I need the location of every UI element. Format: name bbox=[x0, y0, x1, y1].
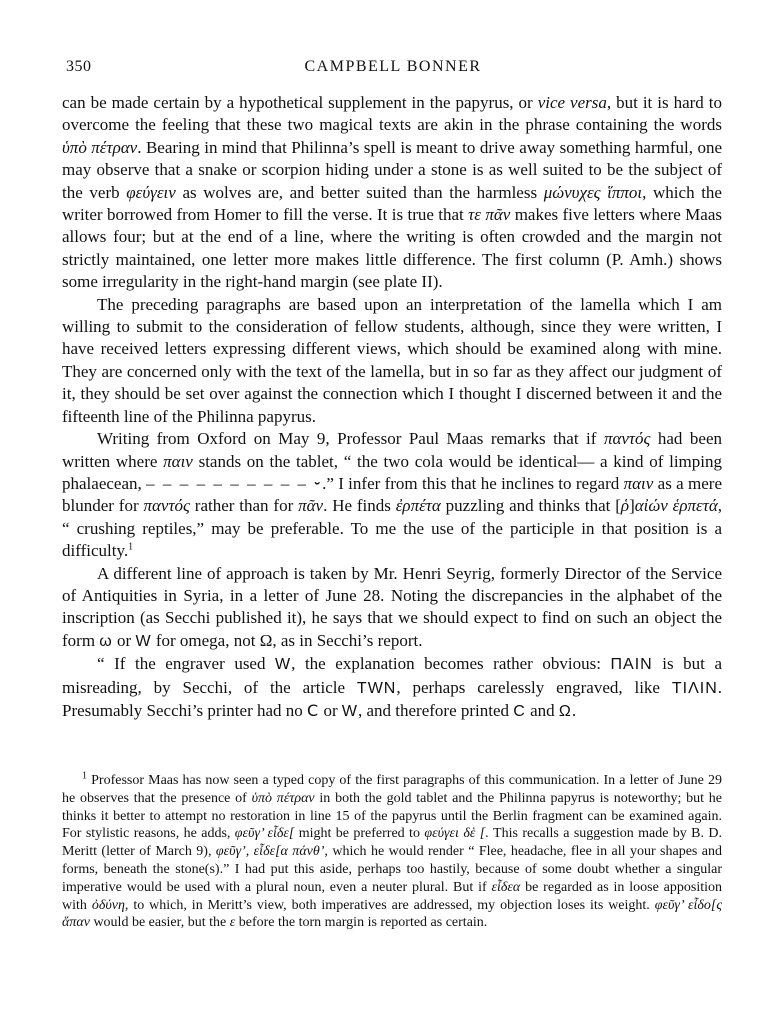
paragraph-3: Writing from Oxford on May 9, Professor Paul Maas remarks that if παντός had been written where παιν stands on the tablet, “ the two cola would be identical— a kind of limping phalaecean, – – – – – – – – – – ⏑.” I infer from this that he inclines to regard παιν as a mere blunder for παντός rather than for πᾶν. He finds ἐρπέτα puzzling and thinks that [ῥ]αἰών ἑρπετά, “ crushing reptiles,” may be preferable. To me the use of the participle in that position is a difficulty.$^1$ bbox=[62, 429, 723, 561]
page-header bbox=[66, 58, 720, 82]
paragraph-5: “ If the engraver used W, the explanation becomes rather obvious: ΠΑΙΝ is but a misreading, by Secchi, of the article TWN, perhaps carelessly engraved, like TIΛIN. Presumably Secchi’s printer had no Ⅽ or W, and therefore printed C and Ω. bbox=[62, 654, 723, 720]
metrical-scheme: – – – – – – – – – – ⏑ bbox=[146, 473, 323, 493]
paragraph-4: A different line of approach is taken by Mr. Henri Seyrig, formerly Director of the Service of Antiquities in Syria, in a letter of June 28. Noting the discrepancies in the alphabet of the inscription (as Secchi published it), he says that we should expect to find on such an object the form ω or W for omega, not Ω, as in Secchi’s report. bbox=[62, 563, 722, 650]
page-number: 350 bbox=[66, 58, 92, 75]
body-text bbox=[62, 92, 722, 723]
running-head: CAMPBELL BONNER bbox=[304, 58, 482, 75]
paragraph-2: The preceding paragraphs are based upon an interpretation of the lamella which I am willing to submit to the consideration of fellow students, although, since they were written, I have received letters expressing different views, which should be examined along with mine. They are concerned only with the text of the lamella, but in so far as they affect our judgment of it, they should be set over against the connection which I thought I discerned between it and the fifteenth line of the Philinna papyrus. bbox=[62, 294, 722, 426]
footnote bbox=[62, 772, 722, 932]
footnote-text: $^1$ Professor Maas has now seen a typed copy of the first paragraphs of this communication. In a letter of June 29 he observes that the presence of ὑπὸ πέτραν in both the gold tablet and the Philinna papyrus is noteworthy; but he thinks it better to attempt no restoration in line 15 of the papyrus until the Berlin fragment can be examined again. For stylistic reasons, he adds, φεῦγ’ εἶδε[ might be preferred to φεύγει δὲ [. This recalls a suggestion made by B. D. Meritt (letter of March 9), φεῦγ’, εἶδε[α πάνθ’, which he would render “ Flee, headache, flee in all your shapes and forms, beneath the stone(s).” I had put this aside, perhaps too hastily, because of some doubt whether a singular imperative would be used with a plural noun, even a neuter plural. But if εἶδεα be regarded as in loose apposition with ὀδύνη, to which, in Meritt’s view, both imperatives are addressed, my objection loses its weight. φεῦγ’ εἶδο[ς ἅπαν would be easier, but the ε before the torn margin is reported as certain. bbox=[62, 770, 723, 931]
footnote-marker: 1 bbox=[82, 770, 87, 782]
paragraph-1: can be made certain by a hypothetical supplement in the papyrus, or vice versa, but it is hard to overcome the feeling that these two magical texts are akin in the phrase containing the words ὑπὸ πέτραν. Bearing in mind that Philinna’s spell is meant to drive away something harmful, one may observe that a snake or scorpion hiding under a stone is as well suited to be the subject of the verb φεύγειν as wolves are, and better suited than the harmless μώνυχες ἵπποι, which the writer borrowed from Homer to fill the verse. It is true that τε πᾶν makes five letters where Maas allows four; but at the end of a line, where the writing is often crowded and the margin not strictly maintained, one letter more makes little difference. The first column (P. Amh.) shows some irregularity in the right-hand margin (see plate II). bbox=[62, 93, 722, 292]
footnote-ref: 1 bbox=[128, 541, 134, 553]
